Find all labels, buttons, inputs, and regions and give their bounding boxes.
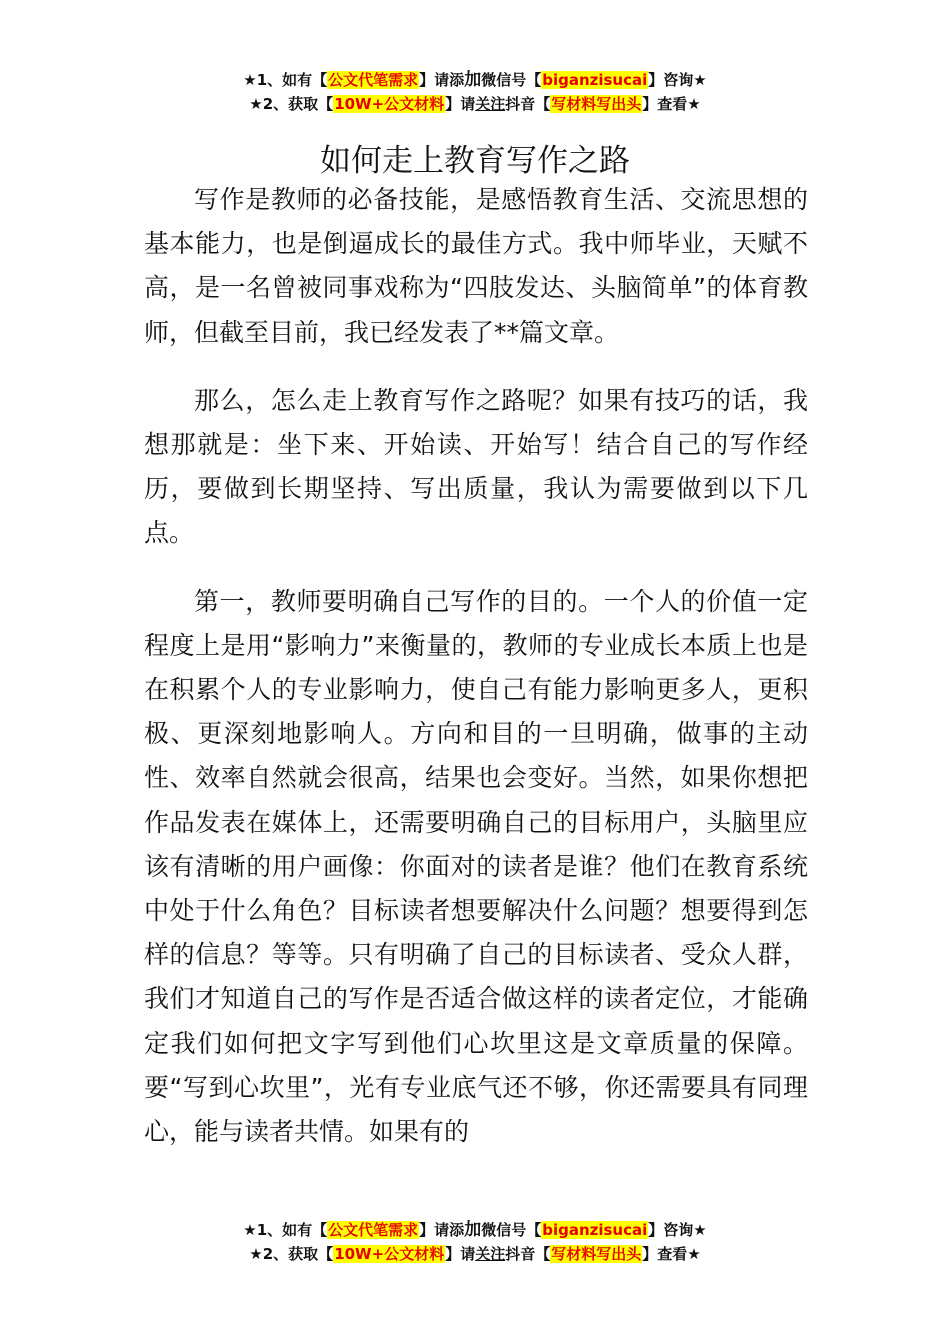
footer-banner xyxy=(0,1218,950,1266)
banner-text: 】查看★ xyxy=(642,1245,701,1263)
banner-text: 抖音【 xyxy=(505,1245,551,1263)
highlight-materials: 10W+公文材料 xyxy=(334,1245,445,1263)
banner-text-emphasis: 加 xyxy=(464,1220,482,1240)
paragraph-1: 写作是教师的必备技能，是感悟教育生活、交流思想的基本能力，也是倒逼成长的最佳方式。我中师毕业，天赋不高，是一名曾被同事戏称为“四肢发达、头脑简单”的体育教师，但截至目前，我已经发表了**篇文章。 xyxy=(144,185,808,347)
banner-line-1 xyxy=(0,1218,950,1242)
banner-text: 】请 xyxy=(445,1245,476,1263)
highlight-service: 公文代笔需求 xyxy=(328,1221,419,1239)
banner-text: ★2、获取【 xyxy=(249,1245,334,1263)
document-title: 如何走上教育写作之路 xyxy=(320,142,630,179)
banner-text: ★1、如有【 xyxy=(243,71,328,89)
highlight-materials: 10W+公文材料 xyxy=(334,95,445,113)
highlight-wechat-id: biganzisucai xyxy=(542,71,648,89)
banner-text-emphasis: 加 xyxy=(464,70,482,90)
banner-text-underlined: 关注 xyxy=(475,1245,506,1263)
banner-text: 】请添 xyxy=(419,1221,465,1239)
highlight-service: 公文代笔需求 xyxy=(328,71,419,89)
banner-text: 微信号【 xyxy=(481,1221,542,1239)
banner-line-2 xyxy=(0,92,950,116)
highlight-douyin-account: 写材料写出头 xyxy=(551,95,642,113)
banner-text: 】咨询★ xyxy=(648,71,707,89)
banner-line-1 xyxy=(0,68,950,92)
banner-text: 】请 xyxy=(445,95,476,113)
banner-text: ★2、获取【 xyxy=(249,95,334,113)
banner-text: 抖音【 xyxy=(505,95,551,113)
highlight-wechat-id: biganzisucai xyxy=(542,1221,648,1239)
banner-line-2 xyxy=(0,1242,950,1266)
banner-text-underlined: 关注 xyxy=(475,95,506,113)
banner-text: ★1、如有【 xyxy=(243,1221,328,1239)
document-body xyxy=(144,178,808,1178)
banner-text: 微信号【 xyxy=(481,71,542,89)
paragraph-2: 那么，怎么走上教育写作之路呢？如果有技巧的话，我想那就是：坐下来、开始读、开始写！结合自己的写作经历，要做到长期坚持、写出质量，我认为需要做到以下几点。 xyxy=(144,385,808,548)
paragraph-3: 第一，教师要明确自己写作的目的。一个人的价值一定程度上是用“影响力”来衡量的，教师的专业成长本质上也是在积累个人的专业影响力，使自己有能力影响更多人，更积极、更深刻地影响人。方向和目的一旦明确，做事的主动性、效率自然就会很高，结果也会变好。当然，如果你想把作品发表在媒体上，还需要明确自己的目标用户，头脑里应该有清晰的用户画像：你面对的读者是谁？他们在教育系统中处于什么角色？目标读者想要解决什么问题？想要得到怎样的信息？等等。只有明确了自己的目标读者、受众人群，我们才知道自己的写作是否适合做这样的读者定位，才能确定我们如何把文字写到他们心坎里这是文章质量的保障。要“写到心坎里”，光有专业底气还不够，你还需要具有同理心，能与读者共情。如果有的 xyxy=(144,586,808,1147)
banner-text: 】查看★ xyxy=(642,95,701,113)
highlight-douyin-account: 写材料写出头 xyxy=(551,1245,642,1263)
banner-text: 】请添 xyxy=(419,71,465,89)
banner-text: 】咨询★ xyxy=(648,1221,707,1239)
header-banner xyxy=(0,68,950,116)
